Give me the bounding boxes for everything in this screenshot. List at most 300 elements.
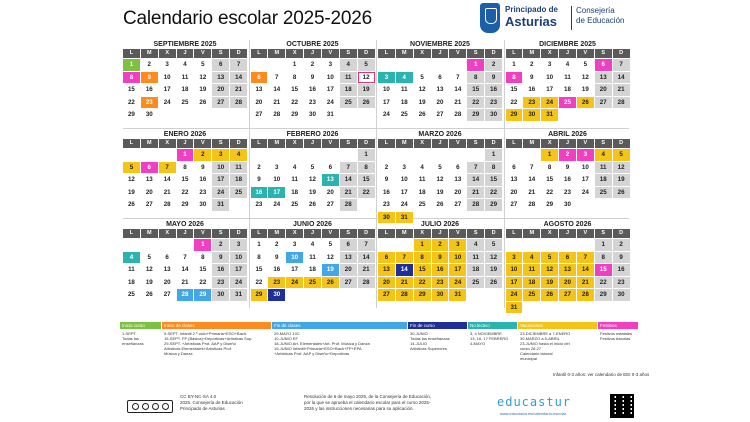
logo-dept-line1: Consejería [576, 6, 615, 15]
day-cell: 11 [230, 162, 247, 174]
weekday-label: S [212, 49, 229, 58]
day-cell: 3 [577, 149, 594, 161]
day-cell: 13 [255, 86, 263, 93]
day-cell: 8 [358, 162, 375, 174]
day-cell: 3 [402, 163, 406, 171]
day-cell: 13 [454, 176, 462, 183]
legend-line: 18-JUNIO Art. Elementales+Art. Prof. Música y Danza [274, 341, 370, 346]
day-cell: 13 [212, 72, 229, 84]
day-cell: 30 [309, 111, 316, 118]
empty-cell [378, 239, 395, 251]
day-cell: 24 [230, 277, 247, 289]
weekday-label: S [595, 49, 612, 58]
weekday-label: S [467, 49, 484, 58]
day-cell: 21 [358, 264, 375, 276]
day-cell: 29 [181, 201, 189, 208]
day-cell: 12 [613, 162, 630, 174]
day-cell: 30 [268, 289, 285, 301]
day-cell: 21 [396, 277, 413, 289]
weekday-label: M [523, 229, 540, 238]
day-cell: 12 [326, 253, 334, 261]
day-cell: 4 [183, 61, 187, 68]
day-cell: 5 [613, 149, 630, 161]
day-cell: 7 [577, 252, 594, 264]
weekday-header [251, 229, 375, 238]
day-cell: 29 [485, 199, 502, 211]
day-cell: 19 [322, 264, 339, 276]
day-cell: 2 [432, 239, 449, 251]
day-cell: 15 [546, 176, 554, 183]
day-cell: 28 [340, 199, 357, 211]
day-cell: 10 [546, 73, 554, 81]
day-cell: 18 [564, 86, 571, 93]
day-cell: 26 [541, 289, 558, 301]
day-cell: 30 [199, 201, 207, 208]
day-cell: 26 [145, 291, 153, 298]
day-cell: 8 [257, 253, 261, 261]
day-cell: 9 [565, 163, 570, 171]
day-cell: 5 [328, 241, 333, 248]
day-cell: 13 [595, 72, 612, 84]
day-cell: 14 [467, 174, 484, 186]
empty-cell [541, 239, 558, 251]
weekday-label: M [268, 49, 285, 58]
resolution-line: Resolución de 6 de mayo 2025, de la Consejería de Educación, [304, 394, 432, 399]
day-cell: 9 [310, 73, 315, 81]
weekday-label: X [414, 229, 431, 238]
day-cell: 18 [467, 264, 484, 276]
day-cell: 13 [322, 174, 339, 186]
day-cell: 25 [418, 201, 426, 208]
day-cell: 27 [595, 97, 612, 109]
day-cell: 20 [559, 277, 576, 289]
day-cell: 27 [212, 97, 229, 109]
day-cell: 23 [564, 188, 571, 196]
weekday-label: J [304, 49, 321, 58]
day-cell: 21 [528, 188, 536, 196]
weekday-label: D [358, 139, 375, 148]
day-cell: 6 [378, 252, 395, 264]
day-cell: 20 [510, 188, 518, 196]
weekday-label: D [230, 139, 247, 148]
weekday-label: X [541, 49, 558, 58]
day-cell: 15 [510, 86, 518, 93]
day-cell: 1 [541, 149, 558, 161]
qr-code-icon [610, 394, 634, 418]
weekday-label: X [414, 49, 431, 58]
logo-line1: Principado de [505, 5, 558, 14]
day-cell: 22 [595, 277, 612, 289]
empty-cell [396, 59, 413, 71]
educastur-link[interactable]: www.educastur.es/calendario-escolar [500, 411, 567, 416]
day-cell: 17 [506, 277, 523, 289]
day-cell: 1 [194, 239, 211, 251]
day-cell: 9 [275, 253, 279, 261]
weekday-label: S [467, 229, 484, 238]
weekday-label: J [304, 139, 321, 148]
day-cell: 21 [613, 84, 630, 96]
day-cell: 25 [230, 187, 247, 199]
day-cell: 17 [230, 264, 247, 276]
day-cell: 25 [595, 187, 612, 199]
day-cell: 20 [340, 264, 357, 276]
day-cell: 11 [467, 252, 484, 264]
empty-cell [506, 239, 523, 251]
day-cell: 10 [326, 73, 334, 81]
legend-line: 3, 4 NOVIEMBRE [470, 331, 502, 336]
month-calendar [506, 220, 630, 311]
legend-line: 13, 16, 17 FEBRERO [470, 336, 509, 341]
legend-no-lectivo [468, 322, 517, 378]
empty-cell [414, 59, 431, 71]
empty-cell [396, 149, 413, 161]
calendar-grid [123, 40, 629, 311]
day-cell: 21 [454, 98, 462, 106]
legend-inicio-curso [120, 322, 161, 378]
weekday-label: M [523, 49, 540, 58]
day-cell: 14 [358, 252, 375, 264]
page-title: Calendario escolar 2025-2026 [123, 8, 372, 29]
weekday-label: V [322, 139, 339, 148]
empty-cell [123, 149, 140, 161]
day-cell: 11 [523, 264, 540, 276]
day-cell: 12 [309, 176, 316, 183]
legend-line: Artísticas Elementales+Artísticas Prof. [164, 346, 232, 351]
weekday-label: M [396, 139, 413, 148]
legend-line: Todas las [122, 336, 139, 341]
empty-cell [251, 59, 268, 71]
month-name: JUNIO 2026 [293, 221, 332, 228]
day-cell: 30 [564, 201, 571, 208]
legend-title: Inicio curso [120, 322, 161, 329]
day-cell: 11 [309, 253, 316, 261]
weekday-header [251, 49, 375, 58]
day-cell: 22 [510, 98, 518, 106]
day-cell: 22 [485, 187, 502, 199]
weekday-label: M [396, 229, 413, 238]
day-cell: 28 [396, 289, 413, 301]
legend-title: Inicio de clases [162, 322, 271, 329]
day-cell: 13 [510, 176, 518, 183]
legend-line: 29-MAYO 10C [274, 331, 300, 336]
legend-line: Festivos estatales [600, 331, 633, 336]
day-cell: 27 [163, 291, 171, 298]
day-cell: 2 [194, 149, 211, 161]
day-cell: 21 [163, 188, 171, 196]
day-cell: 28 [454, 111, 462, 118]
day-cell: 27 [340, 277, 357, 289]
legend-title: Fin de curso [408, 322, 467, 329]
days-grid [123, 59, 247, 121]
empty-cell [414, 149, 431, 161]
legend-line: 23-DICIEMBRE a 7-ENERO [520, 331, 571, 336]
day-cell: 6 [212, 59, 229, 71]
month-name: ENERO 2026 [163, 131, 207, 138]
day-cell: 12 [581, 73, 589, 81]
day-cell: 7 [467, 162, 484, 174]
day-cell: 3 [378, 72, 395, 84]
day-cell: 26 [309, 201, 316, 208]
legend-body [598, 329, 638, 341]
day-cell: 31 [449, 289, 466, 301]
day-cell: 7 [159, 162, 176, 174]
cc-license-icon [127, 400, 173, 413]
empty-cell [378, 59, 395, 71]
weekday-header [506, 139, 630, 148]
day-cell: 12 [127, 176, 135, 183]
day-cell: 1 [257, 241, 261, 248]
day-cell: 30 [432, 289, 449, 301]
month-calendar [123, 40, 247, 128]
day-cell: 25 [467, 277, 484, 289]
day-cell: 9 [141, 72, 158, 84]
day-cell: 28 [177, 289, 194, 301]
day-cell: 31 [506, 302, 523, 314]
day-cell: 10 [163, 73, 171, 81]
day-cell: 1 [177, 149, 194, 161]
month-calendar [251, 40, 375, 128]
empty-cell [322, 149, 339, 161]
day-cell: 27 [255, 111, 263, 118]
day-cell: 31 [541, 109, 558, 121]
day-cell: 31 [396, 212, 413, 224]
day-cell: 17 [291, 266, 299, 273]
day-cell: 23 [382, 201, 390, 208]
day-cell: 18 [523, 277, 540, 289]
weekday-label: V [322, 229, 339, 238]
empty-cell [159, 239, 176, 251]
day-cell: 11 [128, 266, 135, 273]
day-cell: 25 [127, 291, 135, 298]
day-cell: 23 [485, 97, 502, 109]
day-cell: 29 [546, 201, 554, 208]
weekday-label: D [613, 49, 630, 58]
day-cell: 22 [127, 98, 135, 106]
day-cell: 4 [523, 252, 540, 264]
weekday-label: M [141, 139, 158, 148]
weekday-label: D [230, 229, 247, 238]
weekday-label: X [159, 139, 176, 148]
day-cell: 7 [358, 239, 375, 251]
day-cell: 5 [147, 253, 151, 261]
day-cell: 8 [292, 73, 297, 81]
day-cell: 26 [322, 277, 339, 289]
weekday-label: M [523, 139, 540, 148]
day-cell: 2 [485, 59, 502, 71]
month-calendar [123, 130, 247, 218]
empty-cell [177, 239, 194, 251]
legend-line: Artísticas Superiores [410, 346, 447, 351]
weekday-label: L [251, 229, 268, 238]
day-cell: 15 [485, 174, 502, 186]
empty-cell [251, 149, 268, 161]
month-calendar [123, 220, 247, 308]
day-cell: 2 [530, 61, 534, 68]
empty-cell [559, 239, 576, 251]
day-cell: 30 [485, 109, 502, 121]
logo-department [576, 6, 624, 26]
day-cell: 8 [201, 253, 205, 261]
day-cell: 10 [382, 86, 390, 93]
weekday-label: J [177, 229, 194, 238]
footer [120, 392, 639, 420]
day-cell: 29 [414, 289, 431, 301]
day-cell: 29 [506, 109, 523, 121]
day-cell: 23 [523, 97, 540, 109]
day-cell: 11 [595, 162, 612, 174]
month-calendar [251, 220, 375, 308]
day-cell: 4 [565, 61, 570, 68]
day-cell: 4 [340, 59, 357, 71]
legend-body [468, 329, 517, 346]
weekday-label: X [541, 229, 558, 238]
day-cell: 12 [541, 264, 558, 276]
weekday-label: S [212, 139, 229, 148]
legend-line: 19-JUNIO Infantil+Primaria+ESO+Bach+FP+EPA [274, 346, 362, 351]
weekday-label: X [159, 229, 176, 238]
day-cell: 6 [456, 163, 460, 171]
month-name: JULIO 2026 [420, 221, 460, 228]
day-cell: 24 [506, 289, 523, 301]
logo-dept-line2: de Educación [576, 16, 625, 25]
days-grid [251, 149, 375, 211]
day-cell: 24 [449, 277, 466, 289]
day-cell: 29 [251, 289, 268, 301]
day-cell: 18 [291, 188, 299, 196]
empty-cell [449, 149, 466, 161]
day-cell: 7 [530, 163, 534, 171]
day-cell: 23 [268, 277, 285, 289]
day-cell: 5 [358, 59, 375, 71]
legend-festivos [598, 322, 638, 378]
month-name: ABRIL 2026 [548, 131, 587, 138]
day-cell: 16 [432, 264, 449, 276]
day-cell: 4 [292, 163, 297, 171]
day-cell: 14 [396, 264, 413, 276]
day-cell: 23 [199, 188, 207, 196]
day-cell: 22 [255, 278, 263, 286]
day-cell: 25 [291, 201, 299, 208]
days-grid [123, 149, 247, 211]
license-text [180, 394, 243, 412]
day-cell: 23 [212, 277, 229, 289]
legend-body [408, 329, 467, 351]
day-cell: 1 [595, 239, 612, 251]
weekday-label: V [194, 139, 211, 148]
day-cell: 22 [181, 188, 189, 196]
day-cell: 15 [358, 174, 375, 186]
day-cell: 1 [358, 149, 375, 161]
month-name: DICIEMBRE 2025 [539, 41, 596, 48]
day-cell: 31 [212, 199, 229, 211]
day-cell: 18 [400, 98, 408, 106]
empty-cell [268, 59, 285, 71]
day-cell: 18 [127, 278, 135, 286]
day-cell: 18 [418, 188, 426, 196]
day-cell: 12 [418, 86, 426, 93]
month-name: SEPTIEMBRE 2025 [153, 41, 217, 48]
day-cell: 25 [340, 97, 357, 109]
license-line: 2025. Consejería de Educación [180, 400, 243, 405]
legend-line: 10-JUNIO EF [274, 336, 299, 341]
weekday-label: L [378, 49, 395, 58]
empty-cell [378, 149, 395, 161]
day-cell: 24 [326, 98, 334, 106]
days-grid [378, 239, 502, 301]
legend-line: 4-MAYO [470, 341, 486, 346]
day-cell: 19 [485, 264, 502, 276]
weekday-label: J [432, 139, 449, 148]
day-cell: 3 [449, 239, 466, 251]
day-cell: 5 [583, 61, 588, 68]
weekday-label: V [322, 49, 339, 58]
day-cell: 3 [328, 61, 333, 68]
weekday-label: D [485, 139, 502, 148]
day-cell: 3 [230, 239, 247, 251]
weekday-label: D [230, 49, 247, 58]
weekday-label: M [141, 229, 158, 238]
day-cell: 24 [541, 97, 558, 109]
day-cell: 6 [340, 239, 357, 251]
day-cell: 28 [230, 97, 247, 109]
weekday-label: M [396, 49, 413, 58]
day-cell: 4 [396, 72, 413, 84]
day-cell: 11 [401, 86, 408, 93]
empty-cell [268, 149, 285, 161]
month-name: FEBRERO 2026 [286, 131, 339, 138]
weekday-label: L [378, 229, 395, 238]
empty-cell [396, 239, 413, 251]
day-cell: 15 [181, 176, 189, 183]
day-cell: 22 [546, 188, 554, 196]
weekday-label: V [449, 139, 466, 148]
day-cell: 24 [212, 187, 229, 199]
days-grid [123, 239, 247, 301]
day-cell: 23 [309, 98, 316, 106]
weekday-label: L [378, 139, 395, 148]
month-calendar [378, 130, 502, 221]
day-cell: 11 [564, 73, 571, 81]
day-cell: 24 [581, 188, 589, 196]
day-cell: 30 [378, 212, 395, 224]
days-grid [378, 59, 502, 121]
weekday-label: M [268, 139, 285, 148]
educastur-logo[interactable]: educastur [497, 395, 572, 409]
day-cell: 30 [613, 289, 630, 301]
day-cell: 18 [181, 86, 189, 93]
weekday-header [251, 139, 375, 148]
day-cell: 8 [506, 72, 523, 84]
weekday-header [378, 229, 502, 238]
day-cell: 6 [595, 59, 612, 71]
day-cell: 23 [141, 97, 158, 109]
weekday-label: L [251, 139, 268, 148]
row-divider [123, 128, 629, 129]
empty-cell [304, 149, 321, 161]
resolution-line: 2026 y las instrucciones necesarias para su aplicación. [304, 406, 414, 411]
days-grid [506, 59, 630, 121]
weekday-label: J [177, 49, 194, 58]
days-grid [506, 239, 630, 313]
day-cell: 29 [194, 289, 211, 301]
day-cell: 8 [414, 252, 431, 264]
resolution-line: por la que se aprueba el calendario escolar para el curso 2025- [304, 400, 431, 405]
weekday-label: X [159, 49, 176, 58]
license-line: CC BY-NC-SA 4.0 [180, 394, 217, 399]
day-cell: 14 [577, 264, 594, 276]
column-divider [504, 40, 505, 308]
day-cell: 31 [230, 289, 247, 301]
